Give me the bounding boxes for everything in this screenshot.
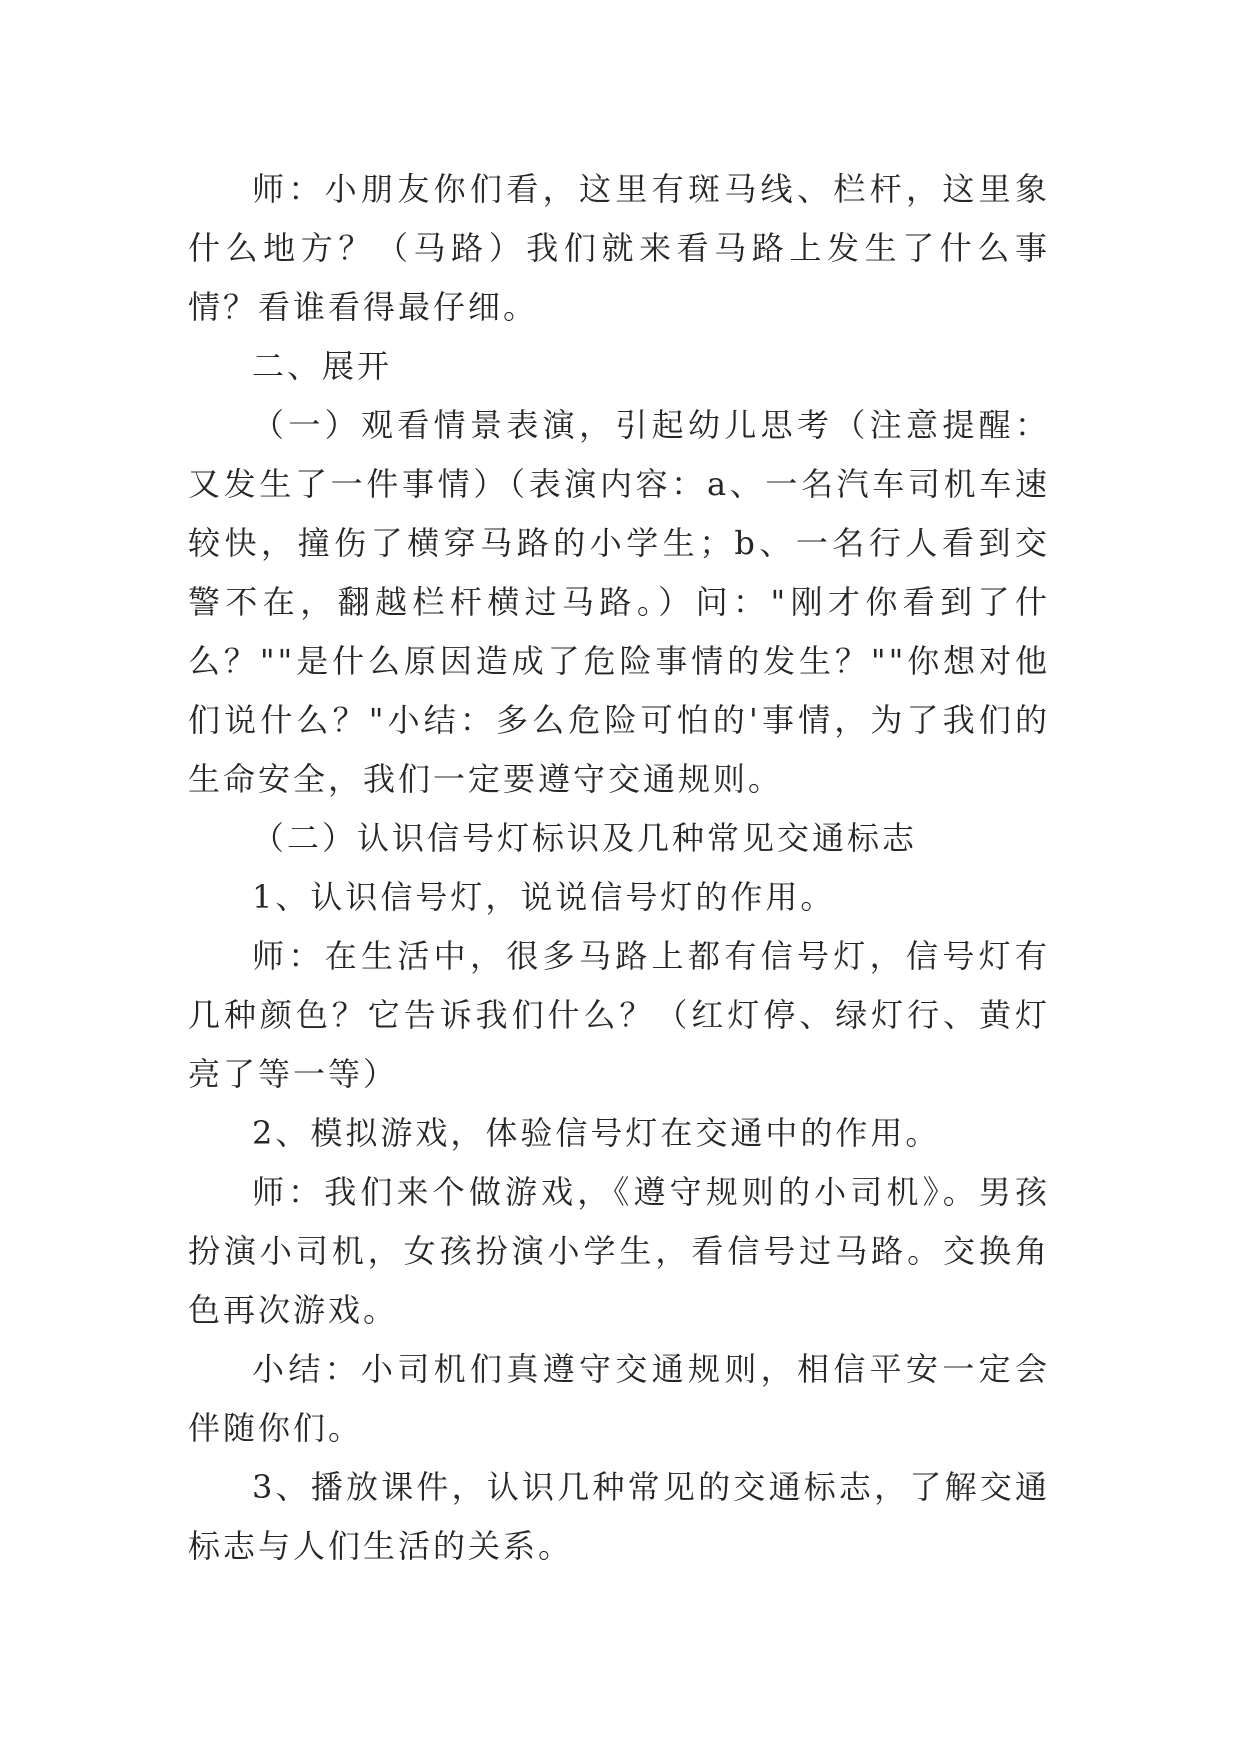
document-body [188, 160, 1050, 1576]
paragraph-teacher-game: 师：我们来个做游戏，《遵守规则的小司机》。男孩扮演小司机，女孩扮演小学生，看信号过马路。交换角色再次游戏。 [188, 1173, 1050, 1329]
section-heading-expand: 二、展开 [252, 347, 393, 385]
paragraph-scene-performance: （一）观看情景表演，引起幼儿思考（注意提醒：又发生了一件事情）（表演内容：a、一名汽车司机车速较快，撞伤了横穿马路的小学生；b、一名行人看到交警不在，翻越栏杆横过马路。）问："刚才你看到了什么？""是什么原因造成了危险事情的发生？""你想对他们说什么？"小结：多么危险可怕的'事情，为了我们的生命安全，我们一定要遵守交通规则。 [188, 406, 1050, 798]
subsection-heading-signals: （二）认识信号灯标识及几种常见交通标志 [252, 819, 918, 857]
paragraph-step-3: 3、播放课件，认识几种常见的交通标志，了解交通标志与人们生活的关系。 [188, 1468, 1050, 1565]
paragraph-step-1: 1、认识信号灯，说说信号灯的作用。 [252, 878, 836, 916]
paragraph-intro: 师：小朋友你们看，这里有斑马线、栏杆，这里象什么地方？（马路）我们就来看马路上发生了什么事情？看谁看得最仔细。 [188, 170, 1050, 326]
paragraph-summary: 小结：小司机们真遵守交通规则，相信平安一定会伴随你们。 [188, 1350, 1050, 1447]
paragraph-teacher-signal-colors: 师：在生活中，很多马路上都有信号灯，信号灯有几种颜色？它告诉我们什么？（红灯停、绿灯行、黄灯亮了等一等） [188, 937, 1050, 1093]
paragraph-step-2: 2、模拟游戏，体验信号灯在交通中的作用。 [252, 1114, 941, 1152]
